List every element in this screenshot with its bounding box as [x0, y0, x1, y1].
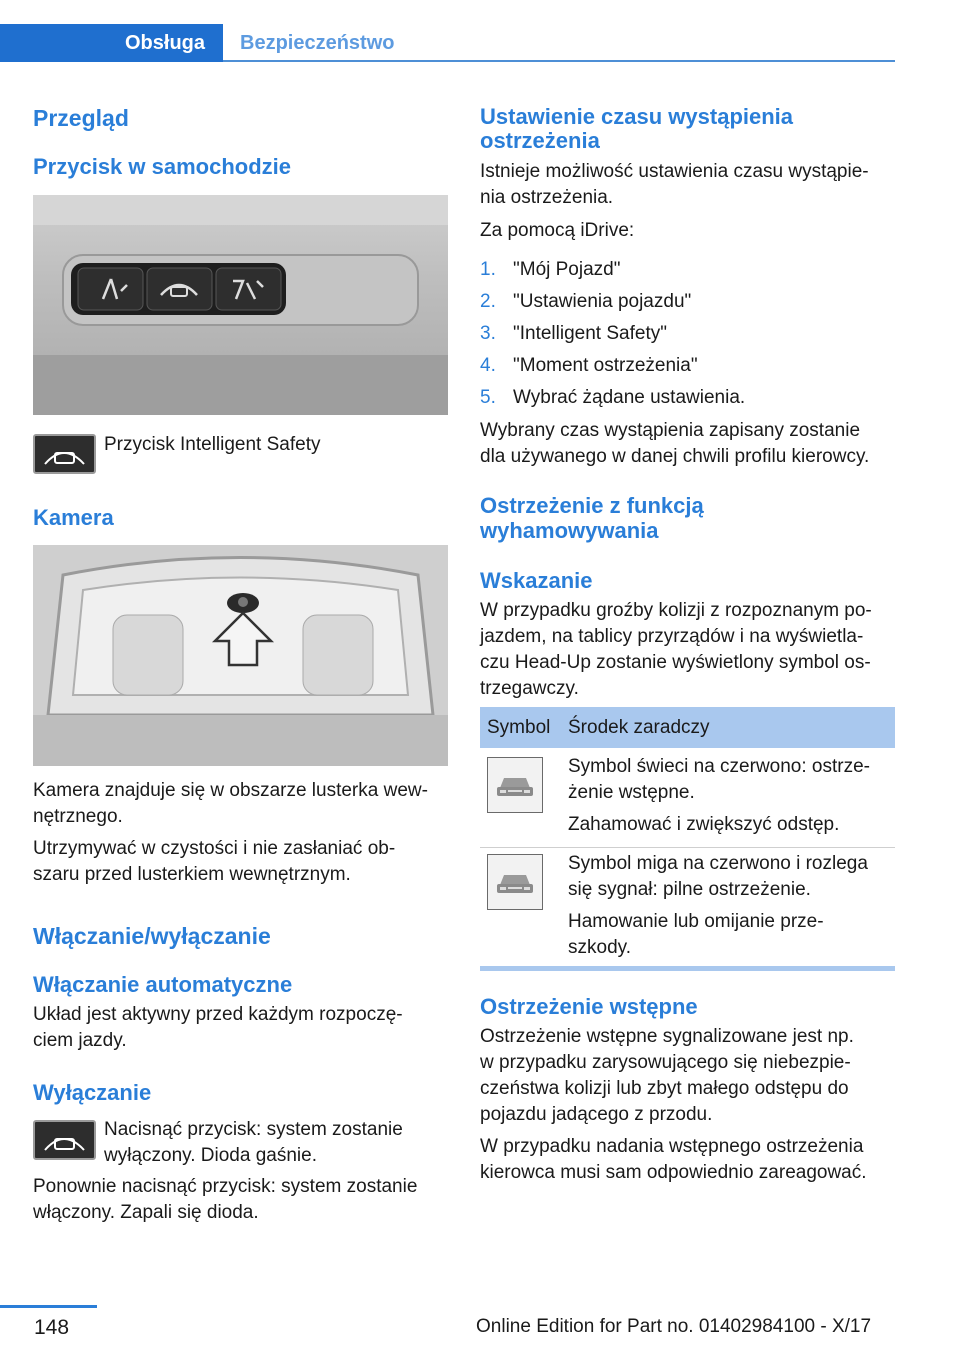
- page-number: 148: [34, 1316, 70, 1339]
- tab-bezpieczenstwo[interactable]: Bezpieczeństwo: [240, 32, 395, 54]
- heading-on-off: Włączanie/wyłączanie: [33, 923, 271, 949]
- camera-desc-line1: Kamera znajduje się w obszarze lusterka wew‐: [33, 780, 428, 801]
- step-number: 2.: [480, 291, 496, 312]
- camera-clean-line1: Utrzymywać w czystości i nie zasłaniać ob‐: [33, 838, 396, 859]
- indication-line2: jazdem, na tablicy przyrządów i na wyświetla‐: [480, 626, 864, 647]
- step-number: 4.: [480, 355, 496, 376]
- step-text: "Moment ostrzeżenia": [513, 355, 698, 376]
- row1-line2: żenie wstępne.: [568, 782, 695, 803]
- col-symbol: Symbol: [487, 717, 551, 738]
- indication-line3: czu Head-Up zostanie wyświetlony symbol os‐: [480, 652, 871, 673]
- pre2-line2: kierowca musi sam odpowiednio zareagować.: [480, 1162, 867, 1183]
- auto-on-line2: ciem jazdy.: [33, 1030, 127, 1051]
- button-panel-illustration: [33, 195, 448, 415]
- step-text: "Intelligent Safety": [513, 323, 667, 344]
- row1-line3: Zahamować i zwiększyć odstęp.: [568, 814, 840, 835]
- pre-line3: czeństwa kolizji lub zbyt małego odstępu do: [480, 1078, 849, 1099]
- row-divider: [480, 847, 895, 848]
- table-bottom-bar: [480, 966, 895, 971]
- saved-line2: dla używanego w danej chwili profilu kierowcy.: [480, 446, 870, 467]
- col-remedy: Środek zaradczy: [568, 717, 710, 738]
- footer-edition: Online Edition for Part no. 01402984100 - X/17: [476, 1316, 872, 1337]
- step-number: 5.: [480, 387, 496, 408]
- row2-line3: Hamowanie lub omijanie prze‐: [568, 911, 824, 932]
- car-warning-icon: [487, 757, 543, 813]
- list-item: [480, 353, 895, 385]
- heading-overview: Przegląd: [33, 105, 129, 131]
- again-line1: Ponownie nacisnąć przycisk: system zostanie: [33, 1176, 418, 1197]
- table-header: [480, 707, 895, 748]
- off-line1: Nacisnąć przycisk: system zostanie: [104, 1119, 403, 1140]
- row2-line1: Symbol miga na czerwono i rozlega: [568, 853, 868, 874]
- pre-line1: Ostrzeżenie wstępne sygnalizowane jest np.: [480, 1026, 854, 1047]
- row1-line1: Symbol świeci na czerwono: ostrze‐: [568, 756, 870, 777]
- row2-line2: się sygnał: pilne ostrzeżenie.: [568, 879, 811, 900]
- heading-indication: Wskazanie: [480, 568, 593, 593]
- car-warning-flashing-icon: [487, 854, 543, 910]
- photo-camera: [33, 545, 448, 766]
- auto-on-line1: Układ jest aktywny przed każdym rozpoczę‐: [33, 1004, 403, 1025]
- again-line2: włączony. Zapali się dioda.: [33, 1202, 259, 1223]
- pre-line4: pojazdu jadącego z przodu.: [480, 1104, 713, 1125]
- heading-warning-time-line2: ostrzeżenia: [480, 128, 600, 153]
- indication-line4: trzegawczy.: [480, 678, 579, 699]
- camera-desc-line2: nętrznego.: [33, 806, 123, 827]
- pre2-line1: W przypadku nadania wstępnego ostrzeżenia: [480, 1136, 864, 1157]
- step-number: 1.: [480, 259, 496, 280]
- list-item: [480, 257, 895, 289]
- intelligent-safety-icon-off: [33, 1120, 96, 1160]
- time-desc-line2: nia ostrzeżenia.: [480, 187, 614, 208]
- heading-warning-time-line1: Ustawienie czasu wystąpienia: [480, 104, 794, 129]
- photo-button-panel: [33, 195, 448, 415]
- list-item: [480, 321, 895, 353]
- list-item: [480, 385, 895, 417]
- camera-clean-line2: szaru przed lusterkiem wewnętrznym.: [33, 864, 351, 885]
- step-text: Wybrać żądane ustawienia.: [513, 387, 746, 408]
- list-item: [480, 289, 895, 321]
- header-tabbar: [0, 24, 895, 62]
- symbol-table: [480, 707, 895, 972]
- off-line2: wyłączony. Dioda gaśnie.: [104, 1145, 317, 1166]
- heading-brake-warning-line1: Ostrzeżenie z funkcją: [480, 493, 704, 518]
- tab-obsluga[interactable]: Obsługa: [0, 24, 223, 62]
- heading-brake-warning-line2: wyhamowywania: [480, 518, 659, 543]
- intelligent-safety-icon: [33, 434, 96, 474]
- pre-line2: w przypadku zarysowującego się niebezpie‐: [480, 1052, 851, 1073]
- step-number: 3.: [480, 323, 496, 344]
- heading-auto-on: Włączanie automatyczne: [33, 972, 293, 997]
- heading-off: Wyłączanie: [33, 1080, 152, 1105]
- row2-line4: szkody.: [568, 937, 632, 958]
- heading-button-in-car: Przycisk w samochodzie: [33, 154, 291, 179]
- indication-line1: W przypadku groźby kolizji z rozpoznanym po‐: [480, 600, 872, 621]
- step-text: "Ustawienia pojazdu": [513, 291, 692, 312]
- idrive-intro: Za pomocą iDrive:: [480, 220, 635, 241]
- camera-illustration: [33, 545, 448, 766]
- step-text: "Mój Pojazd": [513, 259, 621, 280]
- heading-pre-warning: Ostrzeżenie wstępne: [480, 994, 698, 1019]
- button-caption: Przycisk Intelligent Safety: [104, 434, 321, 455]
- footer-accent-line: [0, 1305, 97, 1308]
- heading-camera: Kamera: [33, 505, 114, 530]
- saved-line1: Wybrany czas wystąpienia zapisany zostanie: [480, 420, 861, 441]
- time-desc-line1: Istnieje możliwość ustawienia czasu wystąpie‐: [480, 161, 869, 182]
